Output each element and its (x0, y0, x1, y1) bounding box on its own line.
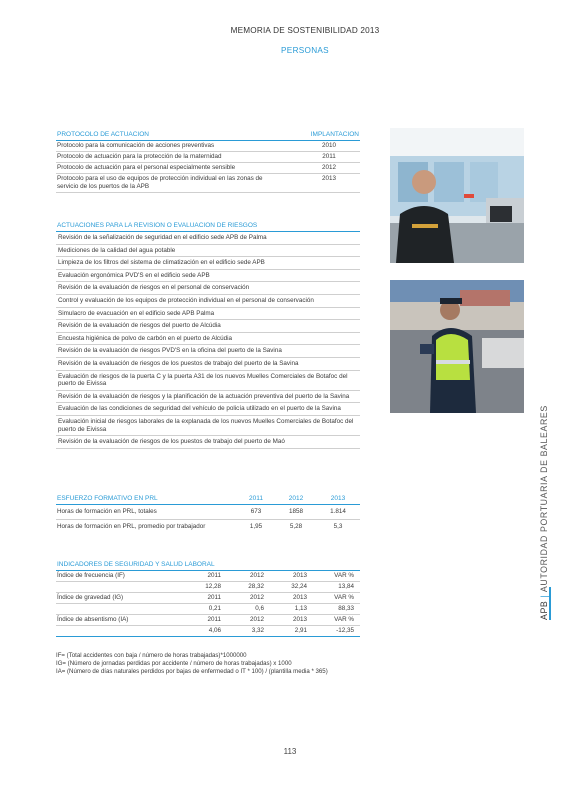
document-title: MEMORIA DE SOSTENIBILIDAD 2013 (230, 26, 380, 35)
side-label-divider: | (539, 592, 549, 598)
list-item: Revisión de la evaluación de riesgos PVD'S en la oficina del puerto de la Savina (56, 345, 360, 358)
training-value: 5,3 (333, 523, 343, 530)
indicator-year: 2013 (270, 593, 313, 604)
indicator-value: 4,06 (184, 626, 227, 637)
indicator-blank (56, 626, 184, 637)
risk-actions-list (56, 222, 360, 449)
table-row (56, 163, 360, 174)
indicator-year: 2011 (184, 615, 227, 626)
list-item: Revisión de la señalización de seguridad en el edificio sede APB de Palma (56, 232, 360, 245)
protocol-name: Protocolo de actuación para el personal especialmente sensible (56, 163, 298, 174)
protocol-year: 2010 (298, 141, 360, 152)
table-row (56, 152, 360, 163)
indicator-label: Índice de absentismo (IA) (56, 615, 184, 626)
list-item: Control y evaluación de los equipos de protección individual en el personal de conservación (56, 295, 360, 308)
indicator-year: 2013 (270, 571, 313, 582)
training-value: 1.814 (316, 505, 360, 520)
indicator-value: 3,32 (227, 626, 270, 637)
protocol-name: Protocolo para el uso de equipos de protección individual en las zonas de servicio de los puertos de la APB (56, 174, 298, 193)
indicator-year: 2012 (227, 593, 270, 604)
list-item: Revisión de la evaluación de riesgos del puerto de Alcúdia (56, 320, 360, 333)
photo-office-worker (390, 128, 524, 263)
list-item: Evaluación de las condiciones de seguridad del vehículo de policía utilizado en el puerto de la Savina (56, 403, 360, 416)
indicator-value: 1,13 (270, 604, 313, 615)
protocol-name: Protocolo para la comunicación de acciones preventivas (56, 141, 298, 152)
formula-notes (56, 652, 328, 676)
protocol-table (56, 130, 360, 193)
indicators-table-header (56, 560, 360, 571)
note-ia: IA= (Número de días naturales perdidos por bajas de enfermedad o IT * 100) / (plantilla media * 365) (56, 668, 328, 675)
protocol-header-year: IMPLANTACION (298, 130, 360, 141)
table-row (56, 582, 360, 593)
side-label (539, 405, 549, 620)
indicator-year: 2011 (184, 593, 227, 604)
training-header-label: ESFUERZO FORMATIVO EN PRL (56, 494, 236, 505)
indicator-value: 12,28 (184, 582, 227, 593)
table-row (56, 141, 360, 152)
indicator-year: 2013 (270, 615, 313, 626)
list-item: Evaluación inicial de riesgos laborales de la explanada de los nuevos Muelles Comerciales de Botafoc del puerto de Eivissa (56, 416, 360, 436)
photo-port-officer-image (390, 280, 524, 413)
training-value: 5,28 (289, 523, 303, 530)
list-item: Evaluación de riesgos de la puerta C y la puerta A31 de los nuevos Muelles Comerciales de Botafoc del puerto de Eivissa (56, 371, 360, 391)
training-header-2011: 2011 (236, 494, 276, 505)
list-item: Limpieza de los filtros del sistema de climatización en el edificio sede APB (56, 257, 360, 270)
indicators-title: INDICADORES DE SEGURIDAD Y SALUD LABORAL (56, 560, 360, 571)
indicator-year: 2012 (227, 615, 270, 626)
note-if: IF= (Total accidentes con baja / número de horas trabajadas)*1000000 (56, 652, 247, 659)
side-accent-bar (549, 587, 551, 620)
protocol-name: Protocolo de actuación para la protección de la maternidad (56, 152, 298, 163)
training-table (56, 494, 360, 532)
table-row (56, 174, 360, 193)
indicator-year: 2011 (184, 571, 227, 582)
protocol-table-header (56, 130, 360, 141)
indicator-value: 0,21 (184, 604, 227, 615)
training-value: 1858 (276, 505, 316, 520)
table-row (56, 604, 360, 615)
indicator-var-value: -12,35 (313, 626, 360, 637)
list-item: Revisión de la evaluación de riesgos y la planificación de la actuación preventiva del puerto de la Savina (56, 391, 360, 404)
indicator-blank (56, 582, 184, 593)
side-label-abbr: APB (539, 600, 549, 620)
table-row (56, 505, 360, 520)
indicator-value: 0,6 (227, 604, 270, 615)
indicator-value: 32,24 (270, 582, 313, 593)
indicator-var-label: VAR % (313, 571, 360, 582)
photo-office-worker-image (390, 128, 524, 263)
table-row (56, 571, 360, 582)
list-item: Revisión de la evaluación de riesgos en el personal de conservación (56, 282, 360, 295)
indicator-var-value: 88,33 (313, 604, 360, 615)
training-table-header (56, 494, 360, 505)
risk-actions-title: ACTUACIONES PARA LA REVISION O EVALUACION DE RIESGOS (56, 222, 360, 232)
list-item: Mediciones de la calidad del agua potable (56, 245, 360, 258)
table-row (56, 593, 360, 604)
protocol-year: 2013 (298, 174, 360, 193)
page-number: 113 (283, 747, 297, 756)
indicator-value: 28,32 (227, 582, 270, 593)
training-row-label: Horas de formación en PRL, totales (56, 505, 236, 520)
list-item: Revisión de la evaluación de riesgos de los puestos de trabajo del puerto de la Savina (56, 358, 360, 371)
indicator-year: 2012 (227, 571, 270, 582)
list-item: Evaluación ergonómica PVD'S en el edificio sede APB (56, 270, 360, 283)
indicator-var-label: VAR % (313, 593, 360, 604)
protocol-year: 2011 (298, 152, 360, 163)
table-row (56, 626, 360, 637)
side-label-name: AUTORIDAD PORTUARIA DE BALEARES (539, 405, 549, 593)
list-item: Encuesta higiénica de polvo de carbón en el puerto de Alcúdia (56, 333, 360, 346)
photo-port-officer (390, 280, 524, 413)
protocol-year: 2012 (298, 163, 360, 174)
training-value: 1,95 (249, 523, 263, 530)
table-row (56, 520, 360, 533)
section-title: PERSONAS (281, 46, 329, 55)
table-row (56, 615, 360, 626)
training-header-2013: 2013 (316, 494, 360, 505)
indicator-var-value: 13,84 (313, 582, 360, 593)
indicator-label: Índice de frecuencia (IF) (56, 571, 184, 582)
note-ig: IG= (Número de jornadas perdidas por accidente / número de horas trabajadas) x 1000 (56, 660, 292, 667)
indicator-var-label: VAR % (313, 615, 360, 626)
indicator-blank (56, 604, 184, 615)
list-item: Revisión de la evaluación de riesgos de los puestos de trabajo del puerto de Maó (56, 436, 360, 449)
training-value: 673 (236, 505, 276, 520)
indicators-table (56, 560, 360, 637)
indicator-value: 2,91 (270, 626, 313, 637)
training-header-2012: 2012 (276, 494, 316, 505)
list-item: Simulacro de evacuación en el edificio sede APB Palma (56, 308, 360, 321)
protocol-header-label: PROTOCOLO DE ACTUACION (56, 130, 298, 141)
training-row-label: Horas de formación en PRL, promedio por trabajador (57, 523, 206, 530)
indicator-label: Índice de gravedad (IG) (56, 593, 184, 604)
